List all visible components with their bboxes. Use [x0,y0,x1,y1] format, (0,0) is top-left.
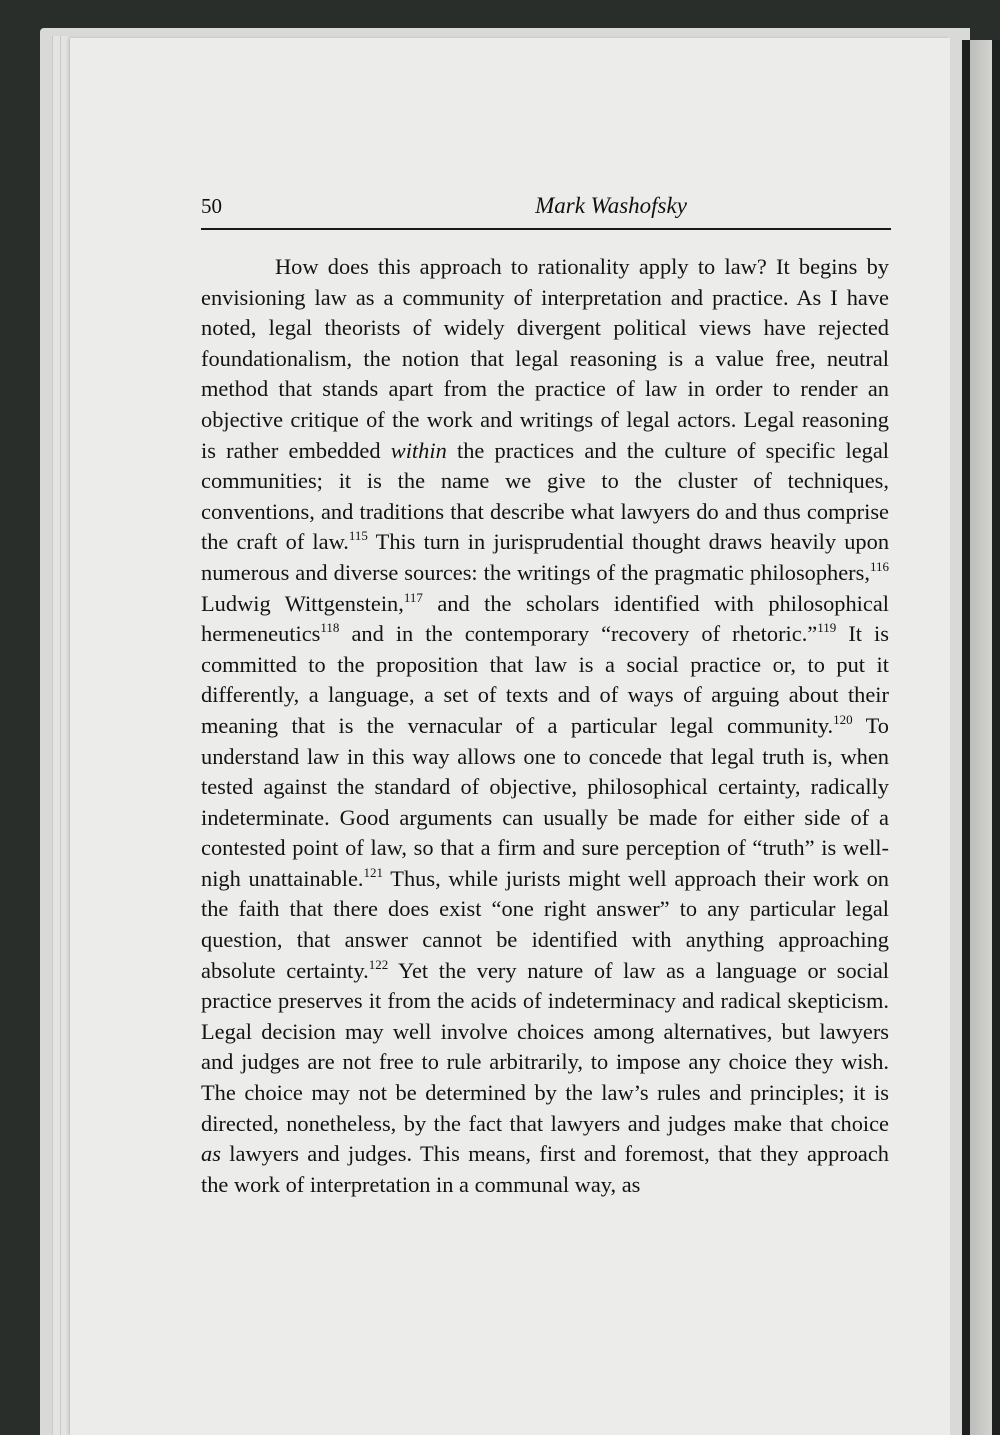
body-paragraph [201,252,889,1200]
text-run: Ludwig Wittgenstein, [201,590,404,616]
text-run: It is committed to the proposition that law is a social practice or, to put it differently, a language, a set of texts and of ways of arguing about their meaning that is the vernacular of a particular legal community. [201,621,889,738]
footnote-reference: 116 [869,558,889,574]
page-number: 50 [201,194,222,218]
text-run: How does this approach to rationality apply to law? It begins by envisioning law as a community of interpretation and practice. As I have noted, legal theorists of widely divergent political views have rejected foundationalism, the notion that legal reasoning is a value free, neutral method that stands apart from the practice of law in order to render an objective critique of the work and writings of legal actors. Legal reasoning is rather embedded [201,254,889,463]
facing-page-edge [962,40,1000,1435]
text-run: To understand law in this way allows one to concede that legal truth is, when tested against the standard of objective, philosophical certainty, radically indeterminate. Good arguments can usually be made for either side of a contested point of law, so that a firm and sure perception of “truth” is well-nigh unattainable. [201,712,889,891]
text-run: the practices and the culture of specific legal communities; it is the name we give to the cluster of techniques, conventions, and traditions that describe what lawyers do and thus comprise the craft of law. [201,437,889,555]
text-run: and in the contemporary “recovery of rhetoric.” [339,621,818,647]
text-run: lawyers and judges. This means, first and foremost, that they approach the work of interpretation in a communal way, as [201,1141,889,1197]
footnote-reference: 120 [833,711,853,727]
footnote-reference: 118 [320,620,340,636]
italic-text: as [201,1141,221,1167]
facing-page-paper [970,40,992,1435]
page-edge [60,36,69,1435]
running-head [201,188,891,230]
italic-text: within [390,437,447,463]
footnote-reference: 122 [368,956,389,972]
text-run: and the scholars identified with philosophical hermeneutics [201,590,889,647]
footnote-reference: 121 [363,864,384,880]
footnote-reference: 115 [348,528,368,544]
text-run: Thus, while jurists might well approach their work on the faith that there does exist “one right answer” to any particular legal question, that answer cannot be identified with anything approaching absolute certainty. [201,865,889,983]
footnote-reference: 117 [403,589,423,605]
footnote-reference: 119 [817,620,837,636]
text-run: This turn in jurisprudential thought draws heavily upon numerous and diverse sources: the writings of the pragmatic philosophers, [201,529,890,585]
text-run: Yet the very nature of law as a language or social practice preserves it from the acids of indeterminacy and radical skepticism. Legal decision may well involve choices among alternatives, but lawyers and judges are not free to rule arbitrarily, to impose any choice they wish. The choice may not be determined by the law’s rules and principles; it is directed, nonetheless, by the fact that lawyers and judges make that choice [201,957,889,1136]
author-name: Mark Washofsky [535,193,687,218]
